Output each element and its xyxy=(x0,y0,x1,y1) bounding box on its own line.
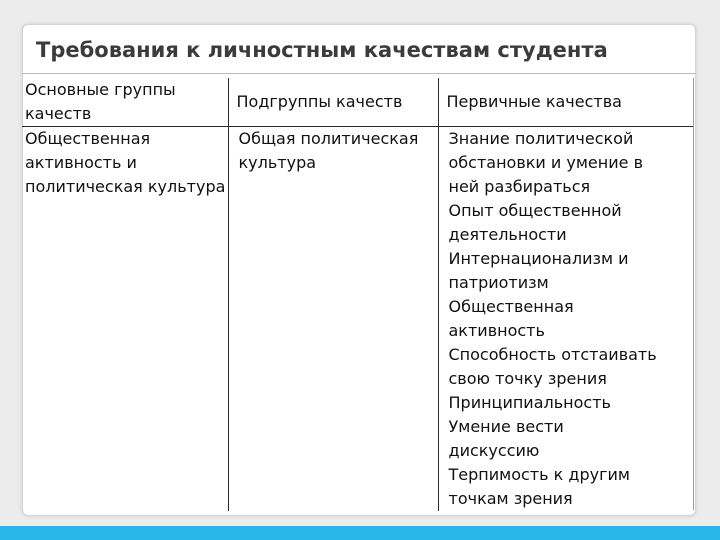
quality-line: патриотизм xyxy=(448,273,549,292)
table-header-row xyxy=(22,78,694,127)
quality-line: Принципиальность xyxy=(448,393,611,412)
quality-line: Умение вести xyxy=(448,417,564,436)
quality-line: свою точку зрения xyxy=(448,369,607,388)
quality-line: точкам зрения xyxy=(448,489,573,508)
quality-line: ней разбираться xyxy=(448,177,591,196)
table-right-border xyxy=(693,78,694,510)
header-primary-qualities: Первичные качества xyxy=(438,78,694,127)
title-divider xyxy=(22,73,696,74)
quality-line: обстановки и умение в xyxy=(448,153,643,172)
quality-line: Опыт общественной xyxy=(448,201,622,220)
header-subgroups: Подгруппы качеств xyxy=(228,78,438,127)
slide-title: Требования к личностным качествам студента xyxy=(36,38,608,62)
accent-bar xyxy=(0,526,720,540)
cell-subgroup: Общая политическая культура xyxy=(228,127,438,512)
quality-line: дискуссию xyxy=(448,441,540,460)
quality-line: Интернационализм и xyxy=(448,249,629,268)
header-main-groups: Основные группы качеств xyxy=(22,78,228,127)
quality-line: Способность отстаивать xyxy=(448,345,657,364)
quality-line: деятельности xyxy=(448,225,567,244)
cell-group: Общественная активность и политическая культура xyxy=(25,129,226,196)
quality-line: активность xyxy=(448,321,545,340)
qualities-table xyxy=(22,78,694,511)
cell-qualities xyxy=(438,127,694,512)
quality-line: Знание политической xyxy=(448,129,634,148)
quality-line: Общественная xyxy=(448,297,574,316)
quality-line: Терпимость к другим xyxy=(448,465,630,484)
table-row xyxy=(22,127,694,512)
